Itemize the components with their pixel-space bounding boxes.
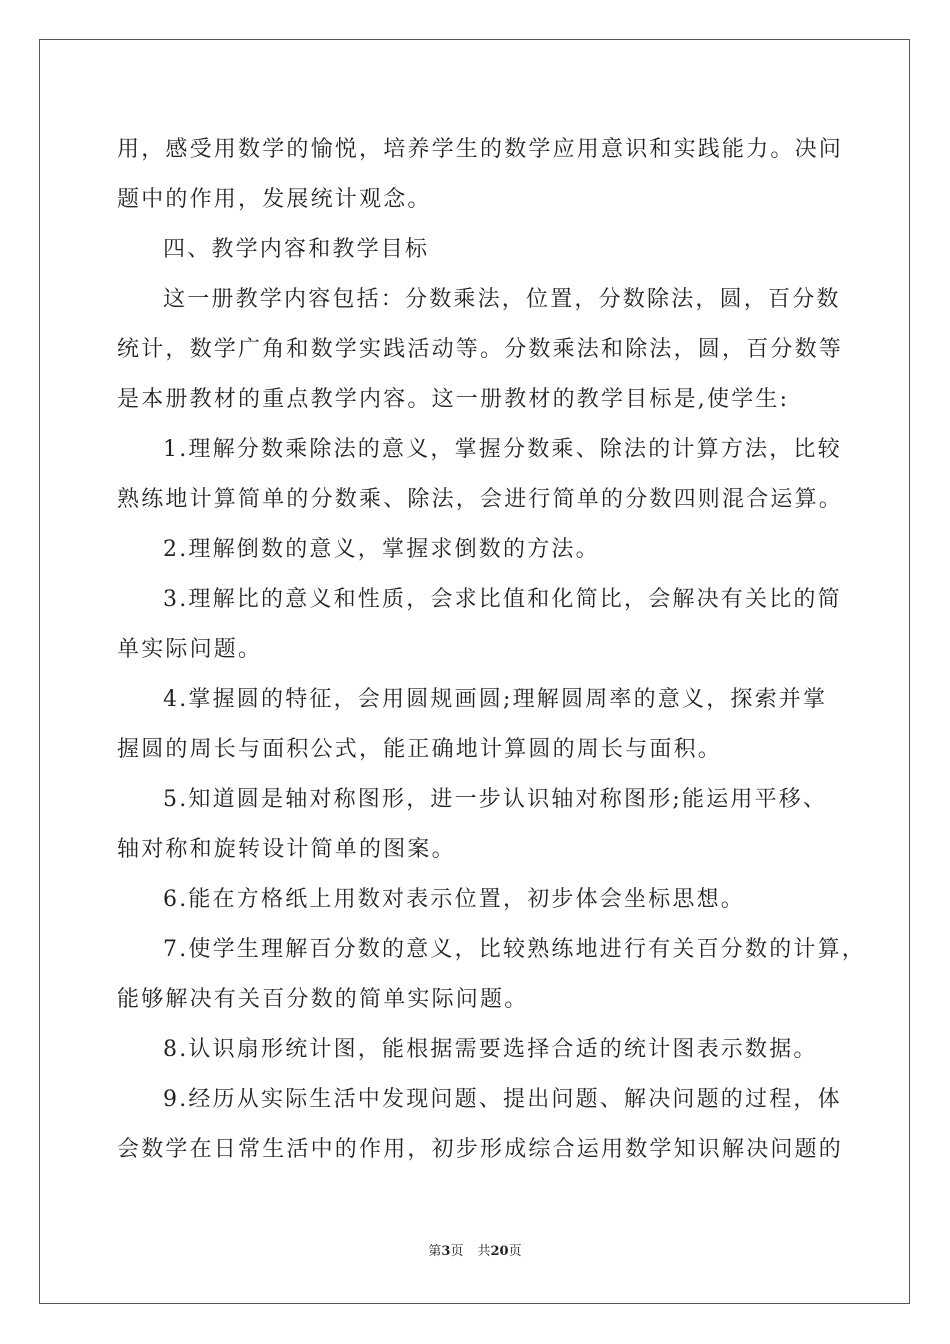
page-footer <box>0 1243 950 1261</box>
list-item-line: 熟练地计算简单的分数乘、除法，会进行简单的分数四则混合运算。 <box>117 487 844 512</box>
list-item-line: 8.认识扇形统计图，能根据需要选择合适的统计图表示数据。 <box>163 1037 818 1062</box>
text-line: 这一册教学内容包括：分数乘法，位置，分数除法，圆，百分数 <box>163 287 841 312</box>
list-item-line: 3.理解比的意义和性质，会求比值和化简比，会解决有关比的简 <box>163 587 842 612</box>
list-item-line: 会数学在日常生活中的作用，初步形成综合运用数学知识解决问题的 <box>117 1137 844 1162</box>
page-number: 3 <box>441 1244 451 1259</box>
list-item-line: 握圆的周长与面积公式，能正确地计算圆的周长与面积。 <box>117 737 723 762</box>
list-item-line: 7.使学生理解百分数的意义，比较熟练地进行有关百分数的计算， <box>163 937 866 962</box>
text-line: 题中的作用，发展统计观念。 <box>117 187 432 212</box>
total-prefix: 共 <box>477 1244 491 1259</box>
text-line: 用，感受用数学的愉悦，培养学生的数学应用意识和实践能力。决问 <box>117 137 844 162</box>
page-prefix: 第 <box>428 1244 442 1259</box>
list-item-line: 单实际问题。 <box>117 637 263 662</box>
list-item-line: 轴对称和旋转设计简单的图案。 <box>117 837 456 862</box>
total-suffix: 页 <box>508 1244 522 1259</box>
list-item-line: 5.知道圆是轴对称图形，进一步认识轴对称图形;能运用平移、 <box>163 787 828 812</box>
list-item-line: 4.掌握圆的特征，会用圆规画圆;理解圆周率的意义，探索并掌 <box>163 687 828 712</box>
list-item-line: 9.经历从实际生活中发现问题、提出问题、解决问题的过程，体 <box>163 1087 842 1112</box>
total-pages: 20 <box>490 1244 509 1259</box>
page-suffix: 页 <box>450 1244 464 1259</box>
text-line: 是本册教材的重点教学内容。这一册教材的教学目标是,使学生: <box>117 387 790 412</box>
list-item-line: 6.能在方格纸上用数对表示位置，初步体会坐标思想。 <box>163 887 745 912</box>
list-item-line: 能够解决有关百分数的简单实际问题。 <box>117 987 529 1012</box>
list-item-line: 1.理解分数乘除法的意义，掌握分数乘、除法的计算方法，比较 <box>163 437 842 462</box>
section-heading: 四、教学内容和教学目标 <box>163 237 430 262</box>
list-item-line: 2.理解倒数的意义，掌握求倒数的方法。 <box>163 537 600 562</box>
text-line: 统计，数学广角和数学实践活动等。分数乘法和除法，圆，百分数等 <box>117 337 844 362</box>
